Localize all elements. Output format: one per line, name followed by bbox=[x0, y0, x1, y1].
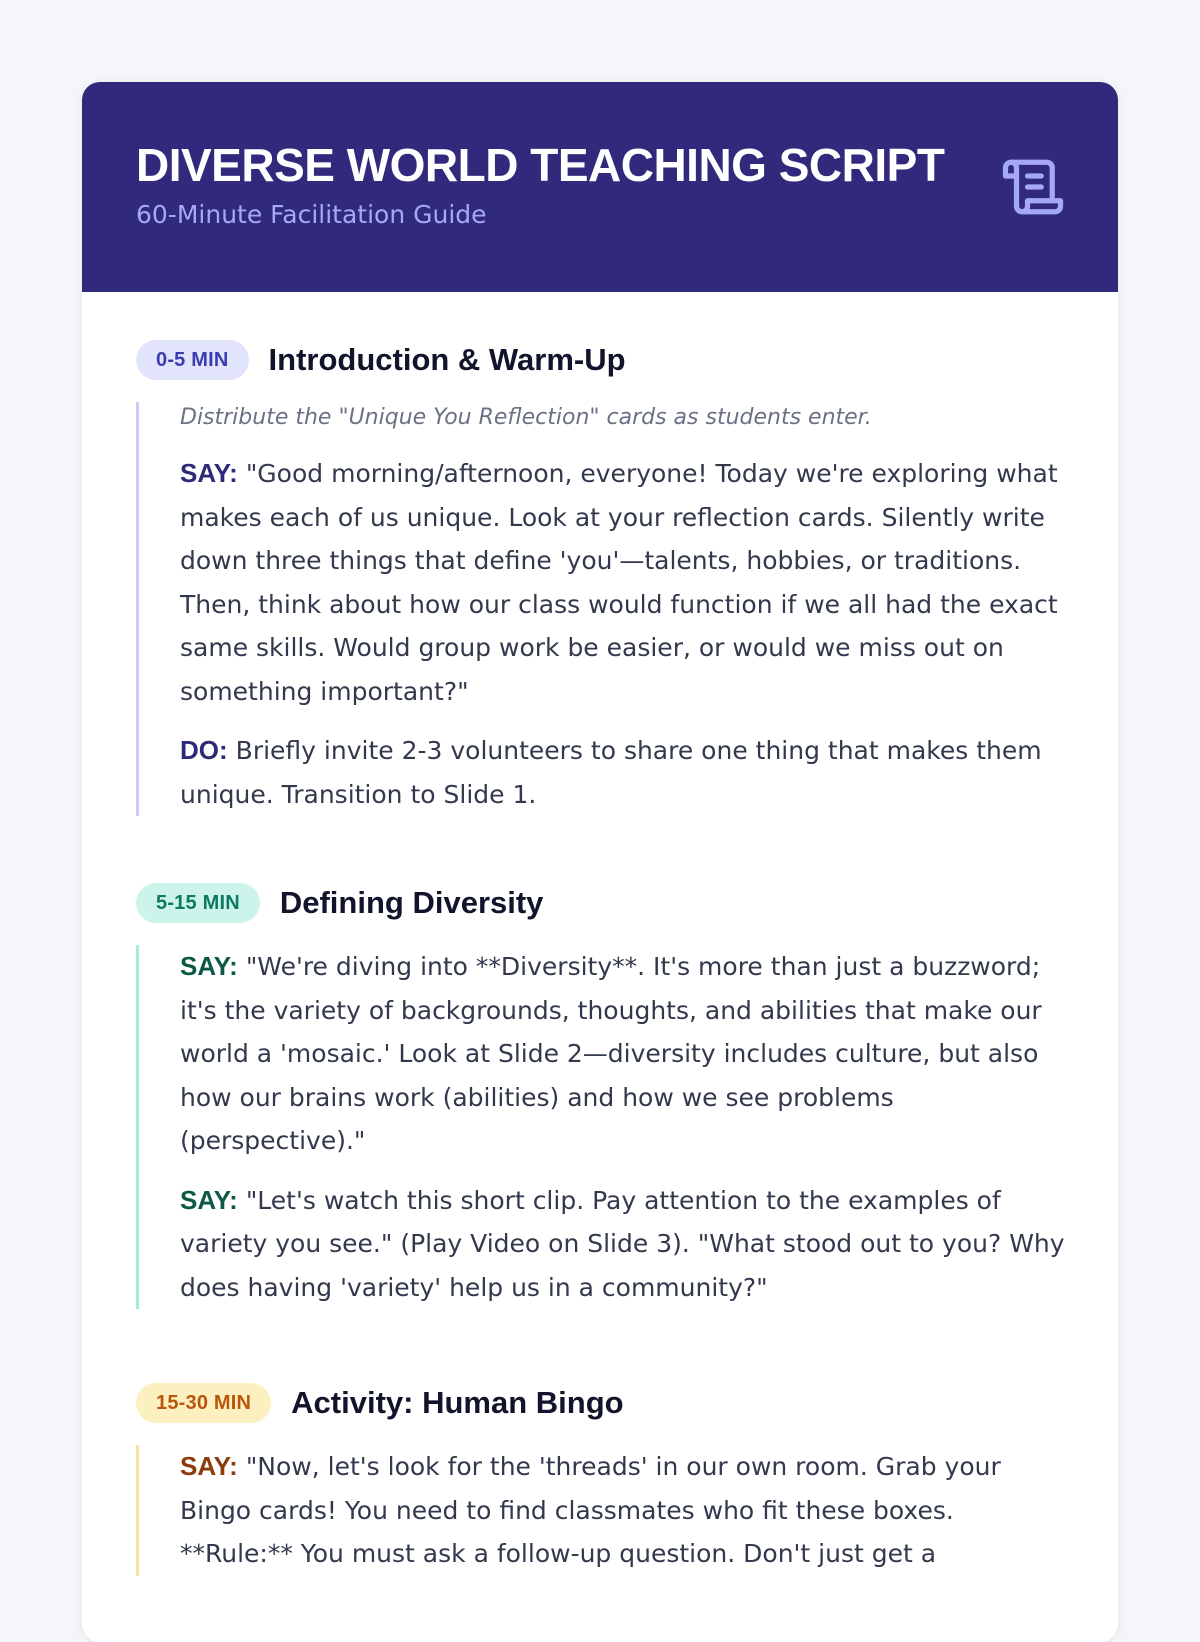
header bbox=[82, 82, 1118, 292]
script-card bbox=[82, 82, 1118, 1642]
say-label: SAY: bbox=[180, 458, 238, 488]
script-paragraph bbox=[180, 945, 1066, 1163]
say-label: SAY: bbox=[180, 1184, 238, 1215]
facilitator-note: Distribute the "Unique You Reflection" cards as students enter. bbox=[180, 405, 872, 430]
section-body bbox=[136, 402, 1066, 816]
page-title: DIVERSE WORLD TEACHING SCRIPT bbox=[136, 139, 945, 191]
scroll-icon bbox=[1000, 154, 1066, 220]
say-label: SAY: bbox=[180, 1451, 238, 1481]
script-paragraph bbox=[180, 729, 1066, 816]
section-header bbox=[136, 340, 1066, 380]
section-header bbox=[136, 883, 1066, 923]
time-badge: 0-5 MIN bbox=[136, 340, 249, 380]
page-subtitle: 60-Minute Facilitation Guide bbox=[136, 200, 487, 229]
script-paragraph bbox=[180, 452, 1066, 713]
section-title: Introduction & Warm-Up bbox=[268, 342, 626, 377]
script-paragraph bbox=[180, 1445, 1066, 1576]
section-header bbox=[136, 1383, 1066, 1423]
script-paragraph bbox=[180, 1179, 1066, 1310]
section-body bbox=[136, 945, 1066, 1309]
time-badge: 15-30 MIN bbox=[136, 1383, 271, 1423]
section-human-bingo bbox=[136, 1383, 1066, 1576]
section-title: Activity: Human Bingo bbox=[291, 1385, 624, 1420]
section-defining-diversity bbox=[136, 883, 1066, 1309]
say-label: SAY: bbox=[180, 951, 238, 981]
time-badge: 5-15 MIN bbox=[136, 883, 260, 923]
section-title: Defining Diversity bbox=[279, 885, 544, 920]
section-body bbox=[136, 1445, 1066, 1576]
paragraph-text: "We're diving into **Diversity**. It's more than just a buzzword; it's the variety of backgrounds, thoughts, and abilities that make our world a 'mosaic.' Look at Slide 2—diversity includes culture, but also how our brains work (abilities) and how we see problems (perspective)." bbox=[180, 952, 1042, 1155]
paragraph-text: "Let's watch this short clip. Pay attention to the examples of variety you see." (Play Video on Slide 3). "What stood out to you? Why does having 'variety' help us in a community?" bbox=[180, 1185, 1065, 1302]
section-introduction bbox=[136, 340, 1066, 816]
paragraph-text: "Now, let's look for the 'threads' in our own room. Grab your Bingo cards! You need to find classmates who fit these boxes. **Rule:** You must ask a follow-up question. Don't just get a bbox=[180, 1452, 1001, 1568]
paragraph-text: Briefly invite 2-3 volunteers to share one thing that makes them unique. Transition to Slide 1. bbox=[180, 736, 1042, 809]
do-label: DO: bbox=[180, 735, 228, 765]
paragraph-text: "Good morning/afternoon, everyone! Today we're exploring what makes each of us unique. Look at your reflection cards. Silently write down three things that define 'you'—talents, hobbies, or traditions. Then, think about how our class would function if we all had the exact same skills. Would group work be easier, or would we miss out on something important?" bbox=[180, 459, 1058, 706]
